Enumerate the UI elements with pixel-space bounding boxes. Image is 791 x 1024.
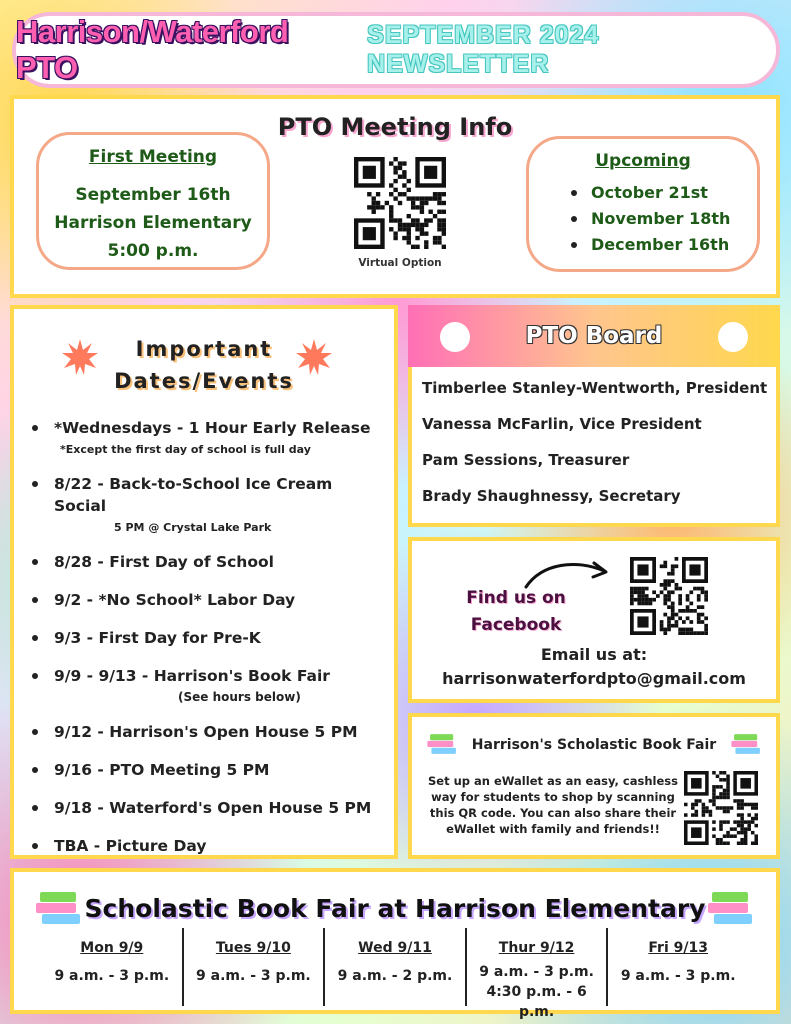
board-header <box>408 305 780 367</box>
decorative-dot <box>718 322 748 352</box>
event-text: 9/16 - PTO Meeting 5 PM <box>54 761 270 779</box>
board-members <box>422 379 767 523</box>
board-member: Vanessa McFarlin, Vice President <box>422 415 702 433</box>
board-member: Brady Shaughnessy, Secretary <box>422 487 681 505</box>
day-label: Fri 9/13 <box>648 940 708 956</box>
day-label: Thur 9/12 <box>498 940 575 956</box>
event-note: (See hours below) <box>178 690 301 704</box>
schedule-day <box>184 928 326 1006</box>
day-hours: 9 a.m. - 3 p.m. <box>620 968 736 984</box>
board-member: Pam Sessions, Treasurer <box>422 451 630 469</box>
schedule-title: Scholastic Book Fair at Harrison Elementary <box>84 894 706 923</box>
first-meeting-location: Harrison Elementary <box>54 213 252 233</box>
event-item <box>24 835 386 857</box>
book-stack-icon <box>730 731 764 759</box>
event-text: 8/22 - Back-to-School Ice Cream Social <box>54 475 333 515</box>
day-hours: 9 a.m. - 3 p.m. <box>54 968 170 984</box>
day-hours: 9 a.m. - 2 p.m. <box>337 968 453 984</box>
book-fair-promo-body: Set up an eWallet as an easy, cashless way for students to shop by scanning this QR code. You can also share their eWallet with family and friends!! <box>428 774 678 836</box>
important-dates-panel <box>10 305 398 859</box>
event-text: 8/28 - First Day of School <box>54 553 274 571</box>
day-label: Tues 9/10 <box>215 940 291 956</box>
day-label: Mon 9/9 <box>80 940 144 956</box>
event-item <box>24 721 386 743</box>
facebook-text: Facebook <box>470 615 562 635</box>
event-text: 9/9 - 9/13 - Harrison's Book Fair <box>54 667 330 685</box>
schedule-day <box>608 928 748 1006</box>
org-name: Harrison/Waterford PTO <box>16 14 289 85</box>
book-stack-icon <box>706 890 756 930</box>
first-meeting-card <box>36 132 270 270</box>
event-text: 9/2 - *No School* Labor Day <box>54 591 296 609</box>
first-meeting-heading: First Meeting <box>88 147 218 167</box>
facebook-link[interactable] <box>460 585 572 639</box>
qr-code-icon[interactable] <box>684 771 758 845</box>
upcoming-date: November 18th <box>571 206 757 232</box>
day-label: Wed 9/11 <box>358 940 432 956</box>
schedule-day <box>325 928 467 1006</box>
upcoming-date: December 16th <box>571 232 757 258</box>
schedule-day <box>42 928 184 1006</box>
schedule-columns <box>42 928 748 1020</box>
board-member: Timberlee Stanley-Wentworth, President <box>422 379 768 397</box>
event-item <box>24 417 386 457</box>
upcoming-meetings-card <box>526 136 760 272</box>
event-item <box>24 589 386 611</box>
day-hours: 9 a.m. - 3 p.m. <box>196 968 311 984</box>
newsletter-header <box>12 12 780 88</box>
event-item <box>24 473 386 535</box>
qr-code-icon[interactable] <box>630 557 708 635</box>
book-fair-promo-panel <box>408 713 780 859</box>
meeting-info-title: PTO Meeting Info <box>277 113 513 141</box>
sunburst-icon <box>296 339 332 375</box>
book-fair-promo-title: Harrison's Scholastic Book Fair <box>471 737 717 753</box>
title-line: Dates/Events <box>114 369 294 393</box>
hours-line: 4:30 p.m. - 6 p.m. <box>486 984 587 1020</box>
event-item <box>24 551 386 573</box>
qr-code-icon[interactable] <box>354 157 446 249</box>
event-text: 9/12 - Harrison's Open House 5 PM <box>54 723 358 741</box>
first-meeting-time: 5:00 p.m. <box>107 241 199 261</box>
facebook-text: Find us on <box>466 588 566 608</box>
event-item <box>24 759 386 781</box>
day-hours <box>467 962 607 1022</box>
event-item <box>24 627 386 649</box>
meeting-info-panel <box>10 95 780 298</box>
title-line: Important <box>135 337 273 361</box>
first-meeting-date: September 16th <box>75 185 231 205</box>
email-label: Email us at: <box>540 645 648 664</box>
event-text: TBA - Picture Day <box>54 837 207 855</box>
event-text: 9/18 - Waterford's Open House 5 PM <box>54 799 372 817</box>
events-list <box>24 417 386 873</box>
board-title: PTO Board <box>525 323 663 349</box>
event-note: *Except the first day of school is full day <box>60 443 311 456</box>
decorative-dot <box>440 322 470 352</box>
event-item <box>24 665 386 705</box>
virtual-option-qr[interactable] <box>350 157 450 269</box>
contact-panel <box>408 537 780 703</box>
upcoming-list <box>571 180 757 258</box>
event-item <box>24 797 386 819</box>
important-dates-title <box>94 333 314 397</box>
hours-line: 9 a.m. - 3 p.m. <box>479 964 594 980</box>
pto-board-panel <box>408 305 780 527</box>
event-text: *Wednesdays - 1 Hour Early Release <box>54 419 371 437</box>
email-address[interactable]: harrisonwaterfordpto@gmail.com <box>442 669 746 688</box>
newsletter-title: SEPTEMBER 2024 NEWSLETTER <box>367 21 600 78</box>
event-note: 5 PM @ Crystal Lake Park <box>114 521 272 534</box>
schedule-day <box>467 928 609 1020</box>
book-fair-schedule-panel <box>10 868 780 1020</box>
sunburst-icon <box>62 339 98 375</box>
qr-caption: Virtual Option <box>358 257 442 269</box>
upcoming-heading: Upcoming <box>595 151 691 171</box>
upcoming-date: October 21st <box>571 180 757 206</box>
event-text: 9/3 - First Day for Pre-K <box>54 629 261 647</box>
